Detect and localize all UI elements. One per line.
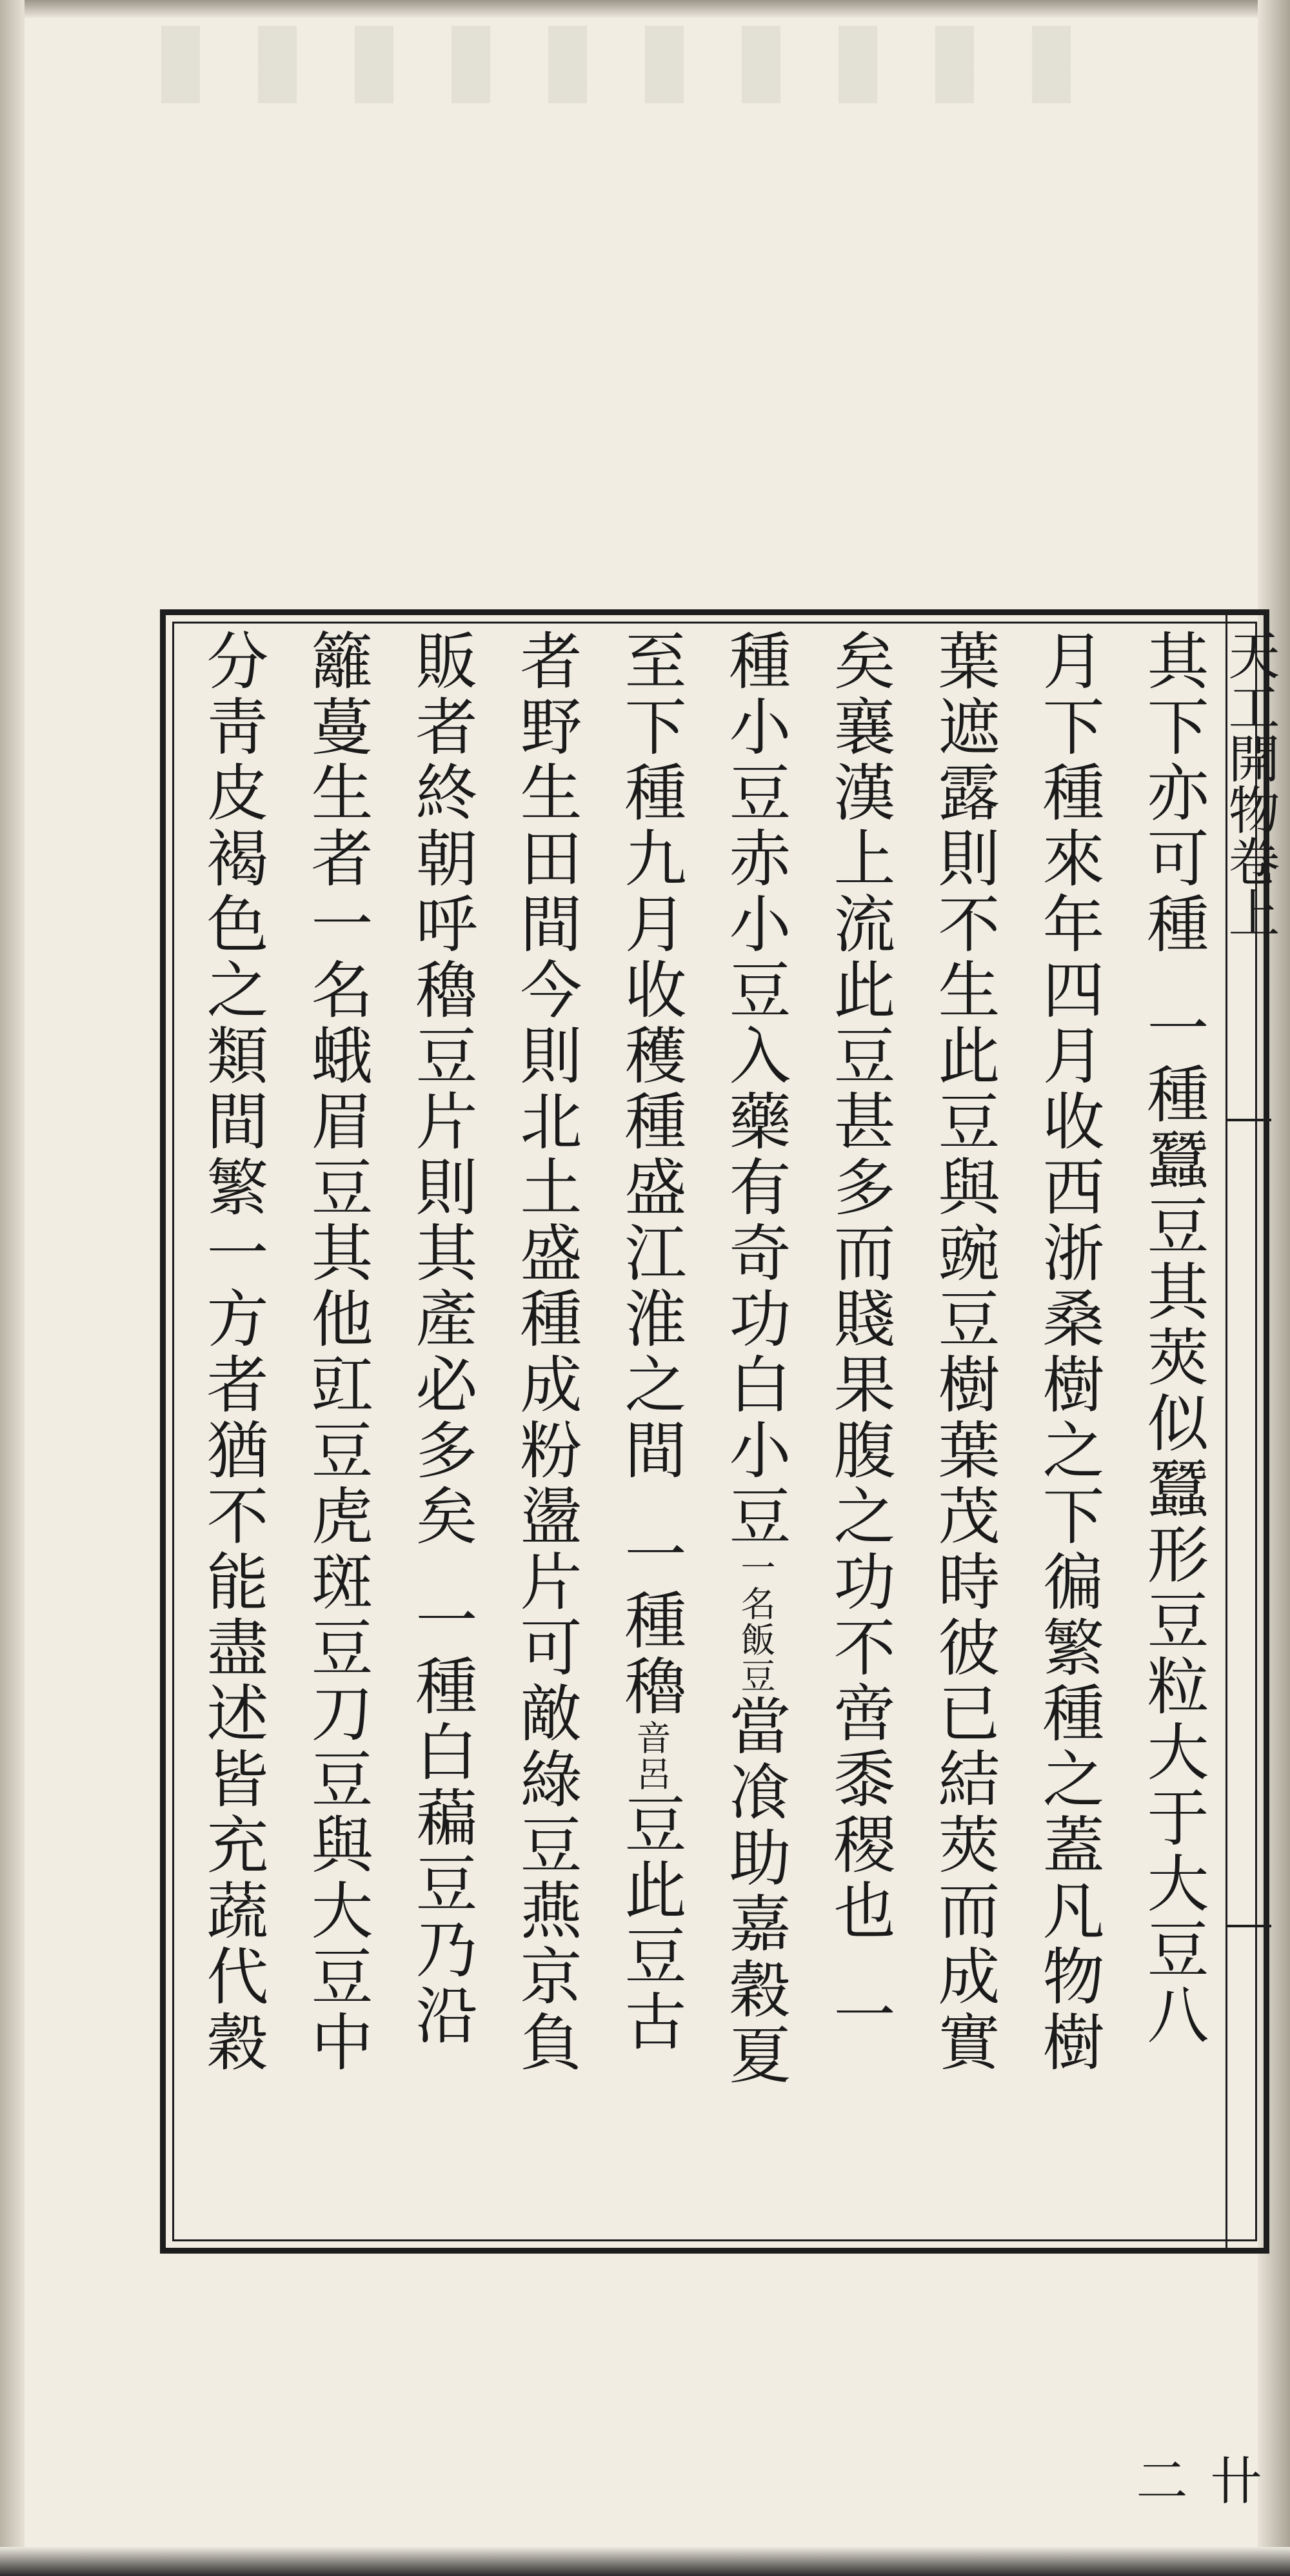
text-segment: 月下種來年四月收西浙桑樹之下徧繁種之蓋凡物樹 xyxy=(1033,629,1105,2076)
text-segment: 葉遮露則不生此豆與豌豆樹葉茂時彼已結莢而成實 xyxy=(928,629,1000,2076)
text-segment: 一種白藊豆乃沿 xyxy=(406,1588,478,2049)
text-body xyxy=(181,629,1226,2228)
text-segment: 其下亦可種 xyxy=(1137,629,1209,958)
show-through-texture xyxy=(161,26,1129,103)
text-column-6 xyxy=(599,629,703,2228)
text-column-10 xyxy=(181,629,285,2228)
text-segment: 種小豆赤小豆入藥有奇功白小豆 xyxy=(719,629,791,1549)
banxin-title: 天工開物卷上 xyxy=(1220,629,1280,938)
text-segment: 販者終朝呼穭豆片則其產必多矣 xyxy=(406,629,478,1549)
interlinear-note: 音呂 xyxy=(631,1720,671,1792)
page-top-edge xyxy=(0,0,1290,18)
text-column-8 xyxy=(390,629,494,2228)
text-segment: 豆此豆古 xyxy=(615,1792,687,2055)
banxin-divider xyxy=(1227,1119,1271,1121)
text-column-4 xyxy=(808,629,912,2228)
page-bottom-edge xyxy=(0,2547,1290,2576)
text-segment: 一 xyxy=(824,1983,896,2049)
text-segment: 矣襄漢上流此豆甚多而賤果腹之功不啻黍稷也 xyxy=(824,629,896,1944)
page-binding-edge xyxy=(0,0,25,2576)
text-segment: 一種穭 xyxy=(615,1522,687,1720)
text-segment: 者野生田間今則北土盛種成粉盪片可敵綠豆燕京負 xyxy=(510,629,582,2076)
banxin-page-number: 卄二 xyxy=(1127,2453,1262,2505)
interlinear-note: 一名飯豆 xyxy=(735,1549,776,1694)
text-segment: 一種蠶豆其莢似蠶形豆粒大于大豆八 xyxy=(1137,996,1209,2049)
text-column-3 xyxy=(912,629,1017,2228)
text-segment: 籬蔓生者一名蛾眉豆其他豇豆虎斑豆刀豆與大豆中 xyxy=(301,629,373,2076)
text-column-2 xyxy=(1017,629,1121,2228)
text-segment: 當飡助嘉穀夏 xyxy=(719,1694,791,2089)
text-column-9 xyxy=(285,629,390,2228)
text-column-5 xyxy=(703,629,808,2228)
text-segment: 至下種九月收穫種盛江淮之間 xyxy=(615,629,687,1484)
text-segment: 分靑皮褐色之類間繁一方者猶不能盡述皆充蔬代穀 xyxy=(197,629,269,2076)
text-column-1 xyxy=(1121,629,1226,2228)
banxin-divider xyxy=(1227,1925,1271,1927)
text-column-7 xyxy=(494,629,599,2228)
